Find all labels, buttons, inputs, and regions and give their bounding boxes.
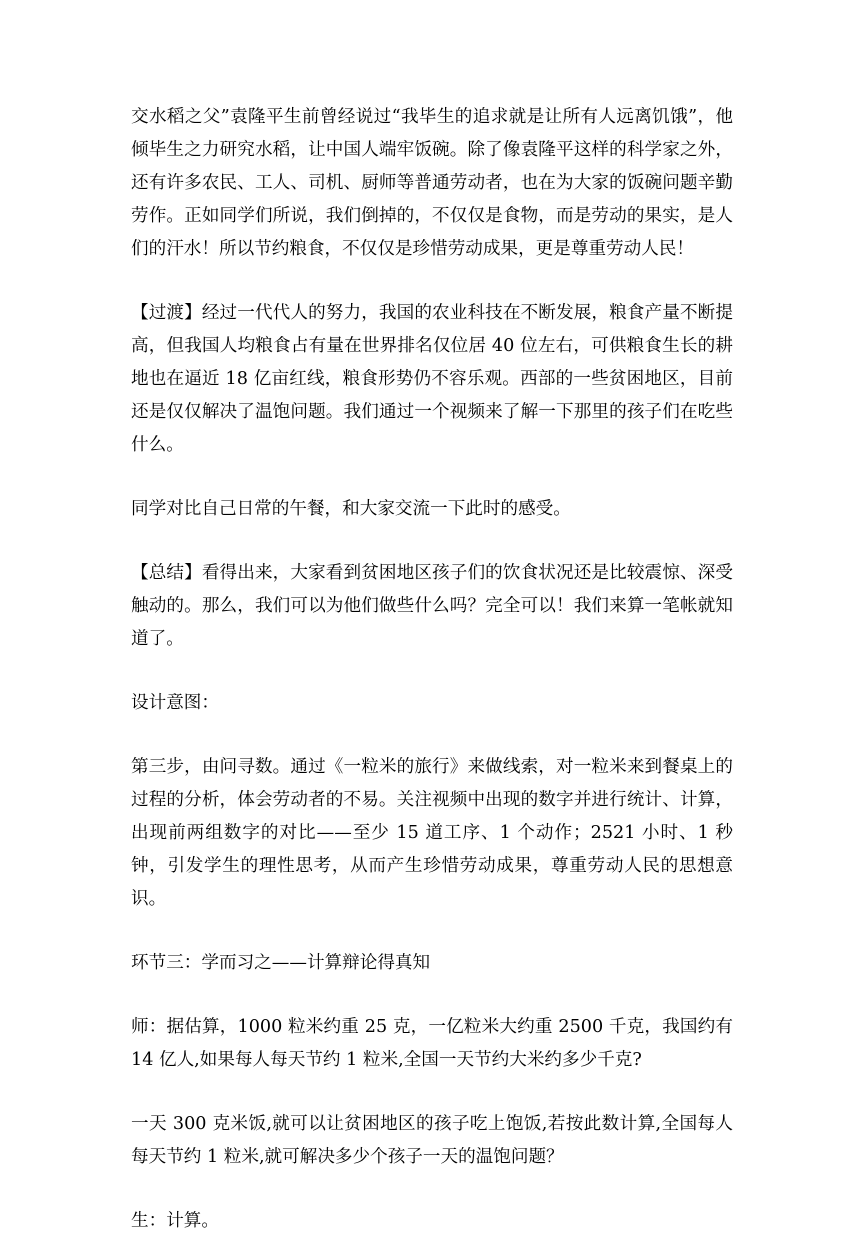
paragraph-transition: 【过渡】经过一代代人的努力，我国的农业科技在不断发展，粮食产量不断提高，但我国人均粮食占有量在世界排名仅位居 40 位左右，可供粮食生长的耕地也在逼近 18 亿亩红线，粮食形势仍不容乐观。西部的一些贫困地区，目前还是仅仅解决了温饱问题。我们通过一个视频来了解一下那里的孩子们在吃些什么。	[131, 303, 733, 455]
paragraph-rice-question: 一天 300 克米饭,就可以让贫困地区的孩子吃上饱饭,若按此数计算,全国每人每天节约 1 粒米,就可解决多少个孩子一天的温饱问题？	[131, 1114, 733, 1167]
paragraph-teacher-question: 师：据估算，1000 粒米约重 25 克，一亿粒米大约重 2500 千克，我国约有 14 亿人,如果每人每天节约 1 粒米,全国一天节约大米约多少千克?	[131, 1017, 739, 1070]
paragraph-summary: 【总结】看得出来，大家看到贫困地区孩子们的饮食状况还是比较震惊、深受触动的。那么，我们可以为他们做些什么吗？完全可以！我们来算一笔帐就知道了。	[131, 563, 733, 649]
paragraph-step-three: 第三步，由问寻数。通过《一粒米的旅行》来做线索，对一粒米来到餐桌上的过程的分析，体会劳动者的不易。关注视频中出现的数字并进行统计、计算，出现前两组数字的对比——至少 15 道工序、1 个动作；2521 小时、1 秒钟，引发学生的理性思考，从而产生珍惜劳动成果，尊重劳动人民的思想意识。	[131, 757, 733, 909]
paragraph-design-intent-heading: 设计意图：	[131, 693, 219, 713]
paragraph-yuan-longping: 交水稻之父”袁隆平生前曾经说过“我毕生的追求就是让所有人远离饥饿”，他倾毕生之力研究水稻，让中国人端牢饭碗。除了像袁隆平这样的科学家之外，还有许多农民、工人、司机、厨师等普通劳动者，也在为大家的饭碗问题辛勤劳作。正如同学们所说，我们倒掉的，不仅仅是食物，而是劳动的果实，是人们的汗水！所以节约粮食，不仅仅是珍惜劳动成果，更是尊重劳动人民！	[131, 107, 733, 259]
document-page	[131, 101, 739, 1238]
paragraph-section-three-heading: 环节三：学而习之——计算辩论得真知	[131, 953, 431, 973]
paragraph-student-calculate: 生：计算。	[131, 1211, 219, 1231]
paragraph-lunch-comparison: 同学对比自己日常的午餐，和大家交流一下此时的感受。	[131, 499, 571, 519]
